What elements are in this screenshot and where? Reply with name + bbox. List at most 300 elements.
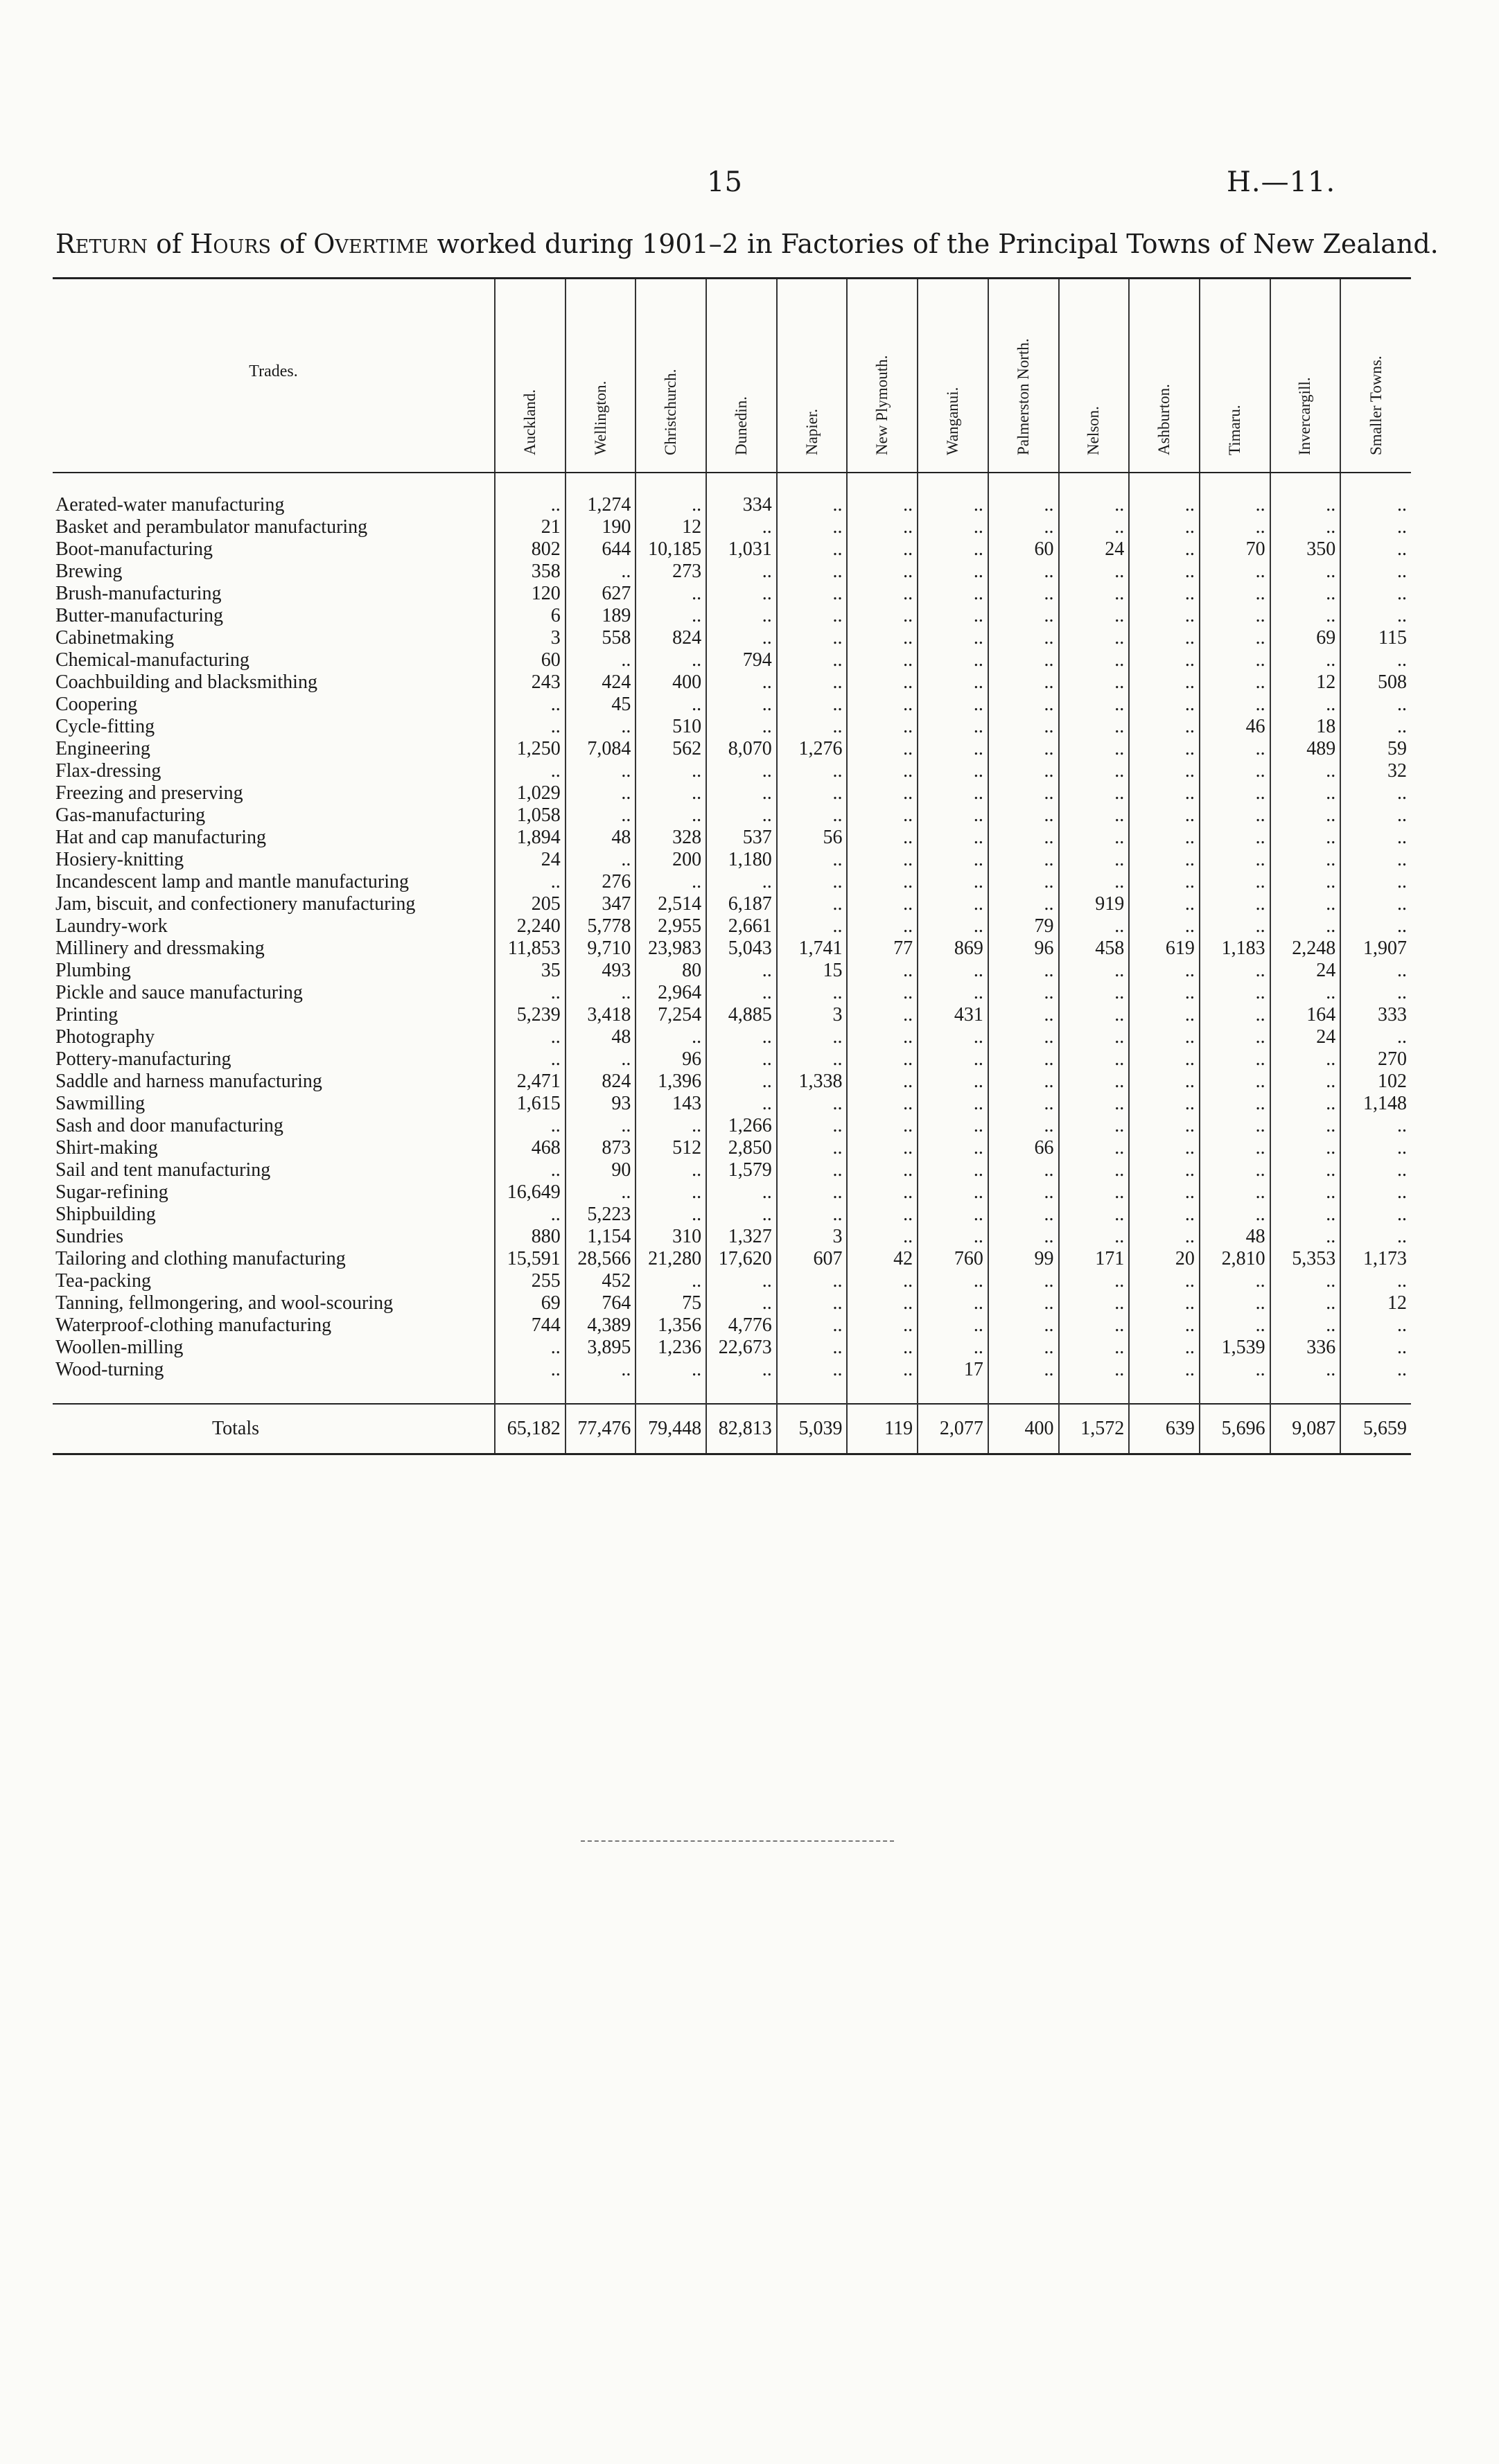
value-cell: 243 bbox=[495, 672, 566, 694]
value-cell: .. bbox=[1129, 539, 1200, 561]
table-row bbox=[53, 916, 1411, 938]
value-cell: 60 bbox=[988, 539, 1059, 561]
value-cell: .. bbox=[1340, 1138, 1411, 1160]
value-cell: .. bbox=[777, 517, 848, 539]
value-cell: 200 bbox=[635, 850, 706, 872]
total-cell: 5,039 bbox=[777, 1404, 848, 1454]
value-cell: 69 bbox=[495, 1293, 566, 1315]
value-cell: .. bbox=[1129, 1226, 1200, 1249]
value-cell: .. bbox=[988, 1293, 1059, 1315]
value-cell: .. bbox=[495, 1027, 566, 1049]
value-cell: .. bbox=[1340, 716, 1411, 739]
value-cell: 431 bbox=[918, 1005, 988, 1027]
value-cell: .. bbox=[495, 694, 566, 716]
value-cell: .. bbox=[1270, 1204, 1341, 1226]
trade-name: Sundries bbox=[55, 1225, 123, 1247]
value-cell: .. bbox=[1270, 694, 1341, 716]
town-label: Palmerston North. bbox=[1014, 337, 1032, 455]
table-row bbox=[53, 872, 1411, 894]
value-cell: 824 bbox=[635, 628, 706, 650]
value-cell: .. bbox=[1270, 827, 1341, 850]
value-cell: 2,964 bbox=[635, 983, 706, 1005]
value-cell: .. bbox=[1129, 1182, 1200, 1204]
value-cell: .. bbox=[777, 1182, 848, 1204]
value-cell: .. bbox=[1200, 1138, 1270, 1160]
value-cell: 93 bbox=[566, 1093, 636, 1116]
value-cell: 5,353 bbox=[1270, 1249, 1341, 1271]
value-cell: 310 bbox=[635, 1226, 706, 1249]
value-cell: .. bbox=[1059, 495, 1130, 517]
value-cell: .. bbox=[918, 1204, 988, 1226]
town-label: Wellington. bbox=[591, 380, 609, 455]
value-cell: .. bbox=[847, 761, 918, 783]
value-cell: .. bbox=[988, 716, 1059, 739]
value-cell: .. bbox=[566, 650, 636, 672]
value-cell: 619 bbox=[1129, 938, 1200, 960]
value-cell: 508 bbox=[1340, 672, 1411, 694]
table-row bbox=[53, 894, 1411, 916]
value-cell: .. bbox=[988, 672, 1059, 694]
value-cell: .. bbox=[1200, 1293, 1270, 1315]
value-cell: .. bbox=[1200, 561, 1270, 583]
table-row bbox=[53, 1293, 1411, 1315]
value-cell: .. bbox=[1059, 1315, 1130, 1337]
trade-name: Woollen-milling bbox=[55, 1336, 184, 1358]
value-cell: .. bbox=[1059, 1116, 1130, 1138]
value-cell: .. bbox=[1340, 1182, 1411, 1204]
value-cell: 12 bbox=[1270, 672, 1341, 694]
value-cell: .. bbox=[1129, 1027, 1200, 1049]
town-column-header bbox=[777, 279, 848, 473]
trade-name: Sawmilling bbox=[55, 1092, 146, 1114]
value-cell: .. bbox=[706, 1271, 777, 1293]
table-row bbox=[53, 1116, 1411, 1138]
value-cell: 627 bbox=[566, 583, 636, 606]
value-cell: .. bbox=[1270, 916, 1341, 938]
value-cell: .. bbox=[706, 517, 777, 539]
value-cell: 2,514 bbox=[635, 894, 706, 916]
value-cell: 2,661 bbox=[706, 916, 777, 938]
value-cell: 3 bbox=[495, 628, 566, 650]
value-cell: .. bbox=[1059, 1160, 1130, 1182]
value-cell: .. bbox=[988, 894, 1059, 916]
value-cell: 1,266 bbox=[706, 1116, 777, 1138]
value-cell: .. bbox=[988, 561, 1059, 583]
value-cell: 537 bbox=[706, 827, 777, 850]
value-cell: .. bbox=[847, 1027, 918, 1049]
value-cell: .. bbox=[847, 1182, 918, 1204]
value-cell: 18 bbox=[1270, 716, 1341, 739]
town-label: Auckland. bbox=[520, 389, 538, 455]
value-cell: .. bbox=[1059, 1093, 1130, 1116]
value-cell: .. bbox=[847, 561, 918, 583]
footer-divider bbox=[581, 1840, 894, 1842]
value-cell: .. bbox=[918, 694, 988, 716]
value-cell: 350 bbox=[1270, 539, 1341, 561]
value-cell: .. bbox=[988, 983, 1059, 1005]
value-cell: .. bbox=[566, 805, 636, 827]
value-cell: 12 bbox=[1340, 1293, 1411, 1315]
table-row bbox=[53, 805, 1411, 827]
total-cell: 5,659 bbox=[1340, 1404, 1411, 1454]
value-cell: .. bbox=[918, 628, 988, 650]
trade-name: Sail and tent manufacturing bbox=[55, 1159, 271, 1181]
value-cell: .. bbox=[918, 894, 988, 916]
town-column-header bbox=[988, 279, 1059, 473]
value-cell: .. bbox=[847, 606, 918, 628]
table-row bbox=[53, 539, 1411, 561]
value-cell: .. bbox=[1129, 1049, 1200, 1071]
value-cell: .. bbox=[1270, 606, 1341, 628]
value-cell: .. bbox=[918, 583, 988, 606]
value-cell: .. bbox=[847, 1049, 918, 1071]
value-cell: 17,620 bbox=[706, 1249, 777, 1271]
total-cell: 400 bbox=[988, 1404, 1059, 1454]
value-cell: 333 bbox=[1340, 1005, 1411, 1027]
value-cell: .. bbox=[635, 761, 706, 783]
value-cell: .. bbox=[1200, 761, 1270, 783]
value-cell: 24 bbox=[495, 850, 566, 872]
value-cell: .. bbox=[777, 1204, 848, 1226]
value-cell: .. bbox=[706, 1359, 777, 1382]
value-cell: 164 bbox=[1270, 1005, 1341, 1027]
value-cell: 56 bbox=[777, 827, 848, 850]
value-cell: .. bbox=[566, 783, 636, 805]
trade-name: Tanning, fellmongering, and wool-scouring bbox=[55, 1292, 394, 1314]
value-cell: .. bbox=[847, 1293, 918, 1315]
value-cell: .. bbox=[847, 960, 918, 983]
trade-name: Tea-packing bbox=[55, 1269, 151, 1292]
value-cell: 12 bbox=[635, 517, 706, 539]
total-cell: 82,813 bbox=[706, 1404, 777, 1454]
table-row bbox=[53, 1226, 1411, 1249]
value-cell: .. bbox=[1129, 1271, 1200, 1293]
value-cell: .. bbox=[1200, 672, 1270, 694]
value-cell: 28,566 bbox=[566, 1249, 636, 1271]
total-cell: 79,448 bbox=[635, 1404, 706, 1454]
value-cell: .. bbox=[988, 650, 1059, 672]
value-cell: .. bbox=[988, 1204, 1059, 1226]
value-cell: .. bbox=[1340, 805, 1411, 827]
value-cell: .. bbox=[706, 672, 777, 694]
value-cell: 102 bbox=[1340, 1071, 1411, 1093]
value-cell: .. bbox=[847, 1005, 918, 1027]
title-word: of bbox=[156, 229, 182, 259]
value-cell: .. bbox=[1059, 761, 1130, 783]
value-cell: 1,327 bbox=[706, 1226, 777, 1249]
value-cell: .. bbox=[1059, 517, 1130, 539]
value-cell: .. bbox=[635, 583, 706, 606]
value-cell: 607 bbox=[777, 1249, 848, 1271]
value-cell: 334 bbox=[706, 495, 777, 517]
value-cell: .. bbox=[847, 1160, 918, 1182]
trade-name: Freezing and preserving bbox=[55, 782, 243, 804]
value-cell: 276 bbox=[566, 872, 636, 894]
value-cell: 8,070 bbox=[706, 739, 777, 761]
value-cell: .. bbox=[777, 650, 848, 672]
value-cell: .. bbox=[847, 1337, 918, 1359]
value-cell: .. bbox=[1340, 1315, 1411, 1337]
value-cell: 69 bbox=[1270, 628, 1341, 650]
trade-name: Coopering bbox=[55, 693, 138, 715]
value-cell: .. bbox=[1270, 1293, 1341, 1315]
trade-name: Pickle and sauce manufacturing bbox=[55, 981, 303, 1003]
value-cell: 80 bbox=[635, 960, 706, 983]
value-cell: .. bbox=[1129, 783, 1200, 805]
table-row bbox=[53, 1160, 1411, 1182]
table-row bbox=[53, 650, 1411, 672]
value-cell: .. bbox=[988, 495, 1059, 517]
town-column-header bbox=[1200, 279, 1270, 473]
town-label: Timaru. bbox=[1225, 404, 1243, 455]
value-cell: .. bbox=[1059, 716, 1130, 739]
value-cell: .. bbox=[777, 761, 848, 783]
value-cell: .. bbox=[1200, 1359, 1270, 1382]
value-cell: .. bbox=[566, 761, 636, 783]
value-cell: .. bbox=[988, 1071, 1059, 1093]
value-cell: 2,240 bbox=[495, 916, 566, 938]
value-cell: .. bbox=[1129, 495, 1200, 517]
value-cell: .. bbox=[1059, 1293, 1130, 1315]
town-column-header bbox=[706, 279, 777, 473]
table-row bbox=[53, 1359, 1411, 1382]
value-cell: .. bbox=[1059, 672, 1130, 694]
value-cell: .. bbox=[988, 1005, 1059, 1027]
value-cell: 21,280 bbox=[635, 1249, 706, 1271]
value-cell: 2,955 bbox=[635, 916, 706, 938]
trade-name: Sugar-refining bbox=[55, 1181, 168, 1203]
trade-name: Laundry-work bbox=[55, 915, 168, 937]
value-cell: 400 bbox=[635, 672, 706, 694]
value-cell: 7,084 bbox=[566, 739, 636, 761]
value-cell: .. bbox=[566, 1182, 636, 1204]
value-cell: .. bbox=[1200, 1005, 1270, 1027]
value-cell: .. bbox=[1129, 1293, 1200, 1315]
value-cell: .. bbox=[777, 872, 848, 894]
value-cell: .. bbox=[988, 1359, 1059, 1382]
trade-name: Cycle-fitting bbox=[55, 715, 155, 737]
table-row bbox=[53, 850, 1411, 872]
value-cell: .. bbox=[1200, 1160, 1270, 1182]
value-cell: 1,338 bbox=[777, 1071, 848, 1093]
value-cell: .. bbox=[1340, 606, 1411, 628]
value-cell: .. bbox=[706, 872, 777, 894]
value-cell: 75 bbox=[635, 1293, 706, 1315]
value-cell: .. bbox=[706, 1027, 777, 1049]
value-cell: 189 bbox=[566, 606, 636, 628]
value-cell: .. bbox=[1200, 1027, 1270, 1049]
table-row bbox=[53, 1315, 1411, 1337]
value-cell: .. bbox=[777, 1138, 848, 1160]
value-cell: .. bbox=[1200, 606, 1270, 628]
value-cell: .. bbox=[1129, 850, 1200, 872]
value-cell: 510 bbox=[635, 716, 706, 739]
value-cell: .. bbox=[1129, 739, 1200, 761]
value-cell: 48 bbox=[566, 827, 636, 850]
value-cell: .. bbox=[847, 805, 918, 827]
value-cell: .. bbox=[1270, 1226, 1341, 1249]
value-cell: .. bbox=[847, 583, 918, 606]
value-cell: .. bbox=[706, 694, 777, 716]
table-row bbox=[53, 517, 1411, 539]
value-cell: .. bbox=[1340, 495, 1411, 517]
value-cell: .. bbox=[847, 983, 918, 1005]
town-column-header bbox=[566, 279, 636, 473]
value-cell: 512 bbox=[635, 1138, 706, 1160]
value-cell: 1,148 bbox=[1340, 1093, 1411, 1116]
value-cell: 1,615 bbox=[495, 1093, 566, 1116]
value-cell: .. bbox=[847, 1271, 918, 1293]
value-cell: .. bbox=[847, 672, 918, 694]
value-cell: .. bbox=[1129, 1138, 1200, 1160]
value-cell: .. bbox=[1270, 650, 1341, 672]
value-cell: 90 bbox=[566, 1160, 636, 1182]
value-cell: .. bbox=[988, 739, 1059, 761]
value-cell: .. bbox=[1270, 1138, 1341, 1160]
value-cell: .. bbox=[1340, 1204, 1411, 1226]
value-cell: .. bbox=[918, 1093, 988, 1116]
value-cell: 1,031 bbox=[706, 539, 777, 561]
value-cell: .. bbox=[1059, 583, 1130, 606]
value-cell: 171 bbox=[1059, 1249, 1130, 1271]
value-cell: 15 bbox=[777, 960, 848, 983]
value-cell: .. bbox=[918, 650, 988, 672]
value-cell: .. bbox=[847, 694, 918, 716]
value-cell: 16,649 bbox=[495, 1182, 566, 1204]
value-cell: 347 bbox=[566, 894, 636, 916]
value-cell: .. bbox=[1270, 495, 1341, 517]
value-cell: .. bbox=[847, 1315, 918, 1337]
value-cell: 1,907 bbox=[1340, 938, 1411, 960]
value-cell: .. bbox=[918, 1116, 988, 1138]
value-cell: 190 bbox=[566, 517, 636, 539]
value-cell: .. bbox=[918, 495, 988, 517]
value-cell: .. bbox=[1270, 1271, 1341, 1293]
value-cell: .. bbox=[635, 1182, 706, 1204]
value-cell: .. bbox=[1200, 628, 1270, 650]
town-label: Smaller Towns. bbox=[1367, 355, 1385, 455]
value-cell: 1,539 bbox=[1200, 1337, 1270, 1359]
value-cell: 3,418 bbox=[566, 1005, 636, 1027]
value-cell: .. bbox=[495, 1049, 566, 1071]
value-cell: .. bbox=[1129, 561, 1200, 583]
value-cell: .. bbox=[635, 805, 706, 827]
value-cell: 6 bbox=[495, 606, 566, 628]
trade-name: Jam, biscuit, and confectionery manufacturing bbox=[55, 892, 416, 915]
value-cell: 873 bbox=[566, 1138, 636, 1160]
value-cell: .. bbox=[847, 517, 918, 539]
value-cell: .. bbox=[777, 1093, 848, 1116]
value-cell: .. bbox=[635, 1359, 706, 1382]
value-cell: 24 bbox=[1270, 960, 1341, 983]
value-cell: .. bbox=[635, 1116, 706, 1138]
town-column-header bbox=[1340, 279, 1411, 473]
value-cell: 255 bbox=[495, 1271, 566, 1293]
total-cell: 77,476 bbox=[566, 1404, 636, 1454]
value-cell: 96 bbox=[988, 938, 1059, 960]
value-cell: .. bbox=[918, 805, 988, 827]
value-cell: .. bbox=[706, 583, 777, 606]
table-row bbox=[53, 716, 1411, 739]
value-cell: .. bbox=[988, 850, 1059, 872]
value-cell: 9,710 bbox=[566, 938, 636, 960]
town-column-header bbox=[1129, 279, 1200, 473]
trade-name: Coachbuilding and blacksmithing bbox=[55, 671, 317, 693]
town-column-header bbox=[495, 279, 566, 473]
value-cell: .. bbox=[1200, 1071, 1270, 1093]
town-column-header bbox=[1270, 279, 1341, 473]
value-cell: .. bbox=[988, 960, 1059, 983]
value-cell: .. bbox=[1200, 983, 1270, 1005]
table-row bbox=[53, 1071, 1411, 1093]
value-cell: .. bbox=[918, 1315, 988, 1337]
value-cell: 99 bbox=[988, 1249, 1059, 1271]
town-column-header bbox=[918, 279, 988, 473]
value-cell: .. bbox=[1270, 1071, 1341, 1093]
value-cell: .. bbox=[635, 1027, 706, 1049]
value-cell: .. bbox=[1200, 517, 1270, 539]
value-cell: 21 bbox=[495, 517, 566, 539]
value-cell: .. bbox=[1129, 583, 1200, 606]
trade-name: Shipbuilding bbox=[55, 1203, 156, 1225]
value-cell: .. bbox=[918, 1049, 988, 1071]
value-cell: .. bbox=[1129, 827, 1200, 850]
value-cell: .. bbox=[918, 561, 988, 583]
value-cell: .. bbox=[495, 1116, 566, 1138]
value-cell: .. bbox=[706, 805, 777, 827]
value-cell: .. bbox=[1340, 1226, 1411, 1249]
value-cell: .. bbox=[847, 850, 918, 872]
total-cell: 639 bbox=[1129, 1404, 1200, 1454]
value-cell: .. bbox=[1200, 1204, 1270, 1226]
table-row bbox=[53, 1249, 1411, 1271]
value-cell: .. bbox=[847, 539, 918, 561]
value-cell: 6,187 bbox=[706, 894, 777, 916]
value-cell: .. bbox=[495, 872, 566, 894]
value-cell: .. bbox=[1270, 805, 1341, 827]
table-row bbox=[53, 739, 1411, 761]
value-cell: .. bbox=[495, 1337, 566, 1359]
value-cell: .. bbox=[1340, 827, 1411, 850]
value-cell: 24 bbox=[1059, 539, 1130, 561]
value-cell: .. bbox=[1340, 539, 1411, 561]
value-cell: .. bbox=[1200, 960, 1270, 983]
value-cell: .. bbox=[495, 716, 566, 739]
value-cell: .. bbox=[1200, 694, 1270, 716]
value-cell: .. bbox=[918, 539, 988, 561]
trade-name: Hat and cap manufacturing bbox=[55, 826, 266, 848]
value-cell: 824 bbox=[566, 1071, 636, 1093]
value-cell: .. bbox=[1129, 960, 1200, 983]
value-cell: 794 bbox=[706, 650, 777, 672]
value-cell: 458 bbox=[1059, 938, 1130, 960]
trade-name: Printing bbox=[55, 1003, 119, 1026]
value-cell: .. bbox=[918, 1293, 988, 1315]
value-cell: .. bbox=[566, 1359, 636, 1382]
trade-name: Pottery-manufacturing bbox=[55, 1048, 231, 1070]
trade-name: Sash and door manufacturing bbox=[55, 1114, 283, 1136]
value-cell: 764 bbox=[566, 1293, 636, 1315]
value-cell: .. bbox=[1270, 1160, 1341, 1182]
value-cell: .. bbox=[1129, 894, 1200, 916]
value-cell: 1,356 bbox=[635, 1315, 706, 1337]
value-cell: 1,894 bbox=[495, 827, 566, 850]
value-cell: .. bbox=[918, 850, 988, 872]
value-cell: .. bbox=[1129, 1071, 1200, 1093]
title-word: of bbox=[279, 229, 306, 259]
value-cell: .. bbox=[777, 672, 848, 694]
value-cell: .. bbox=[706, 1204, 777, 1226]
